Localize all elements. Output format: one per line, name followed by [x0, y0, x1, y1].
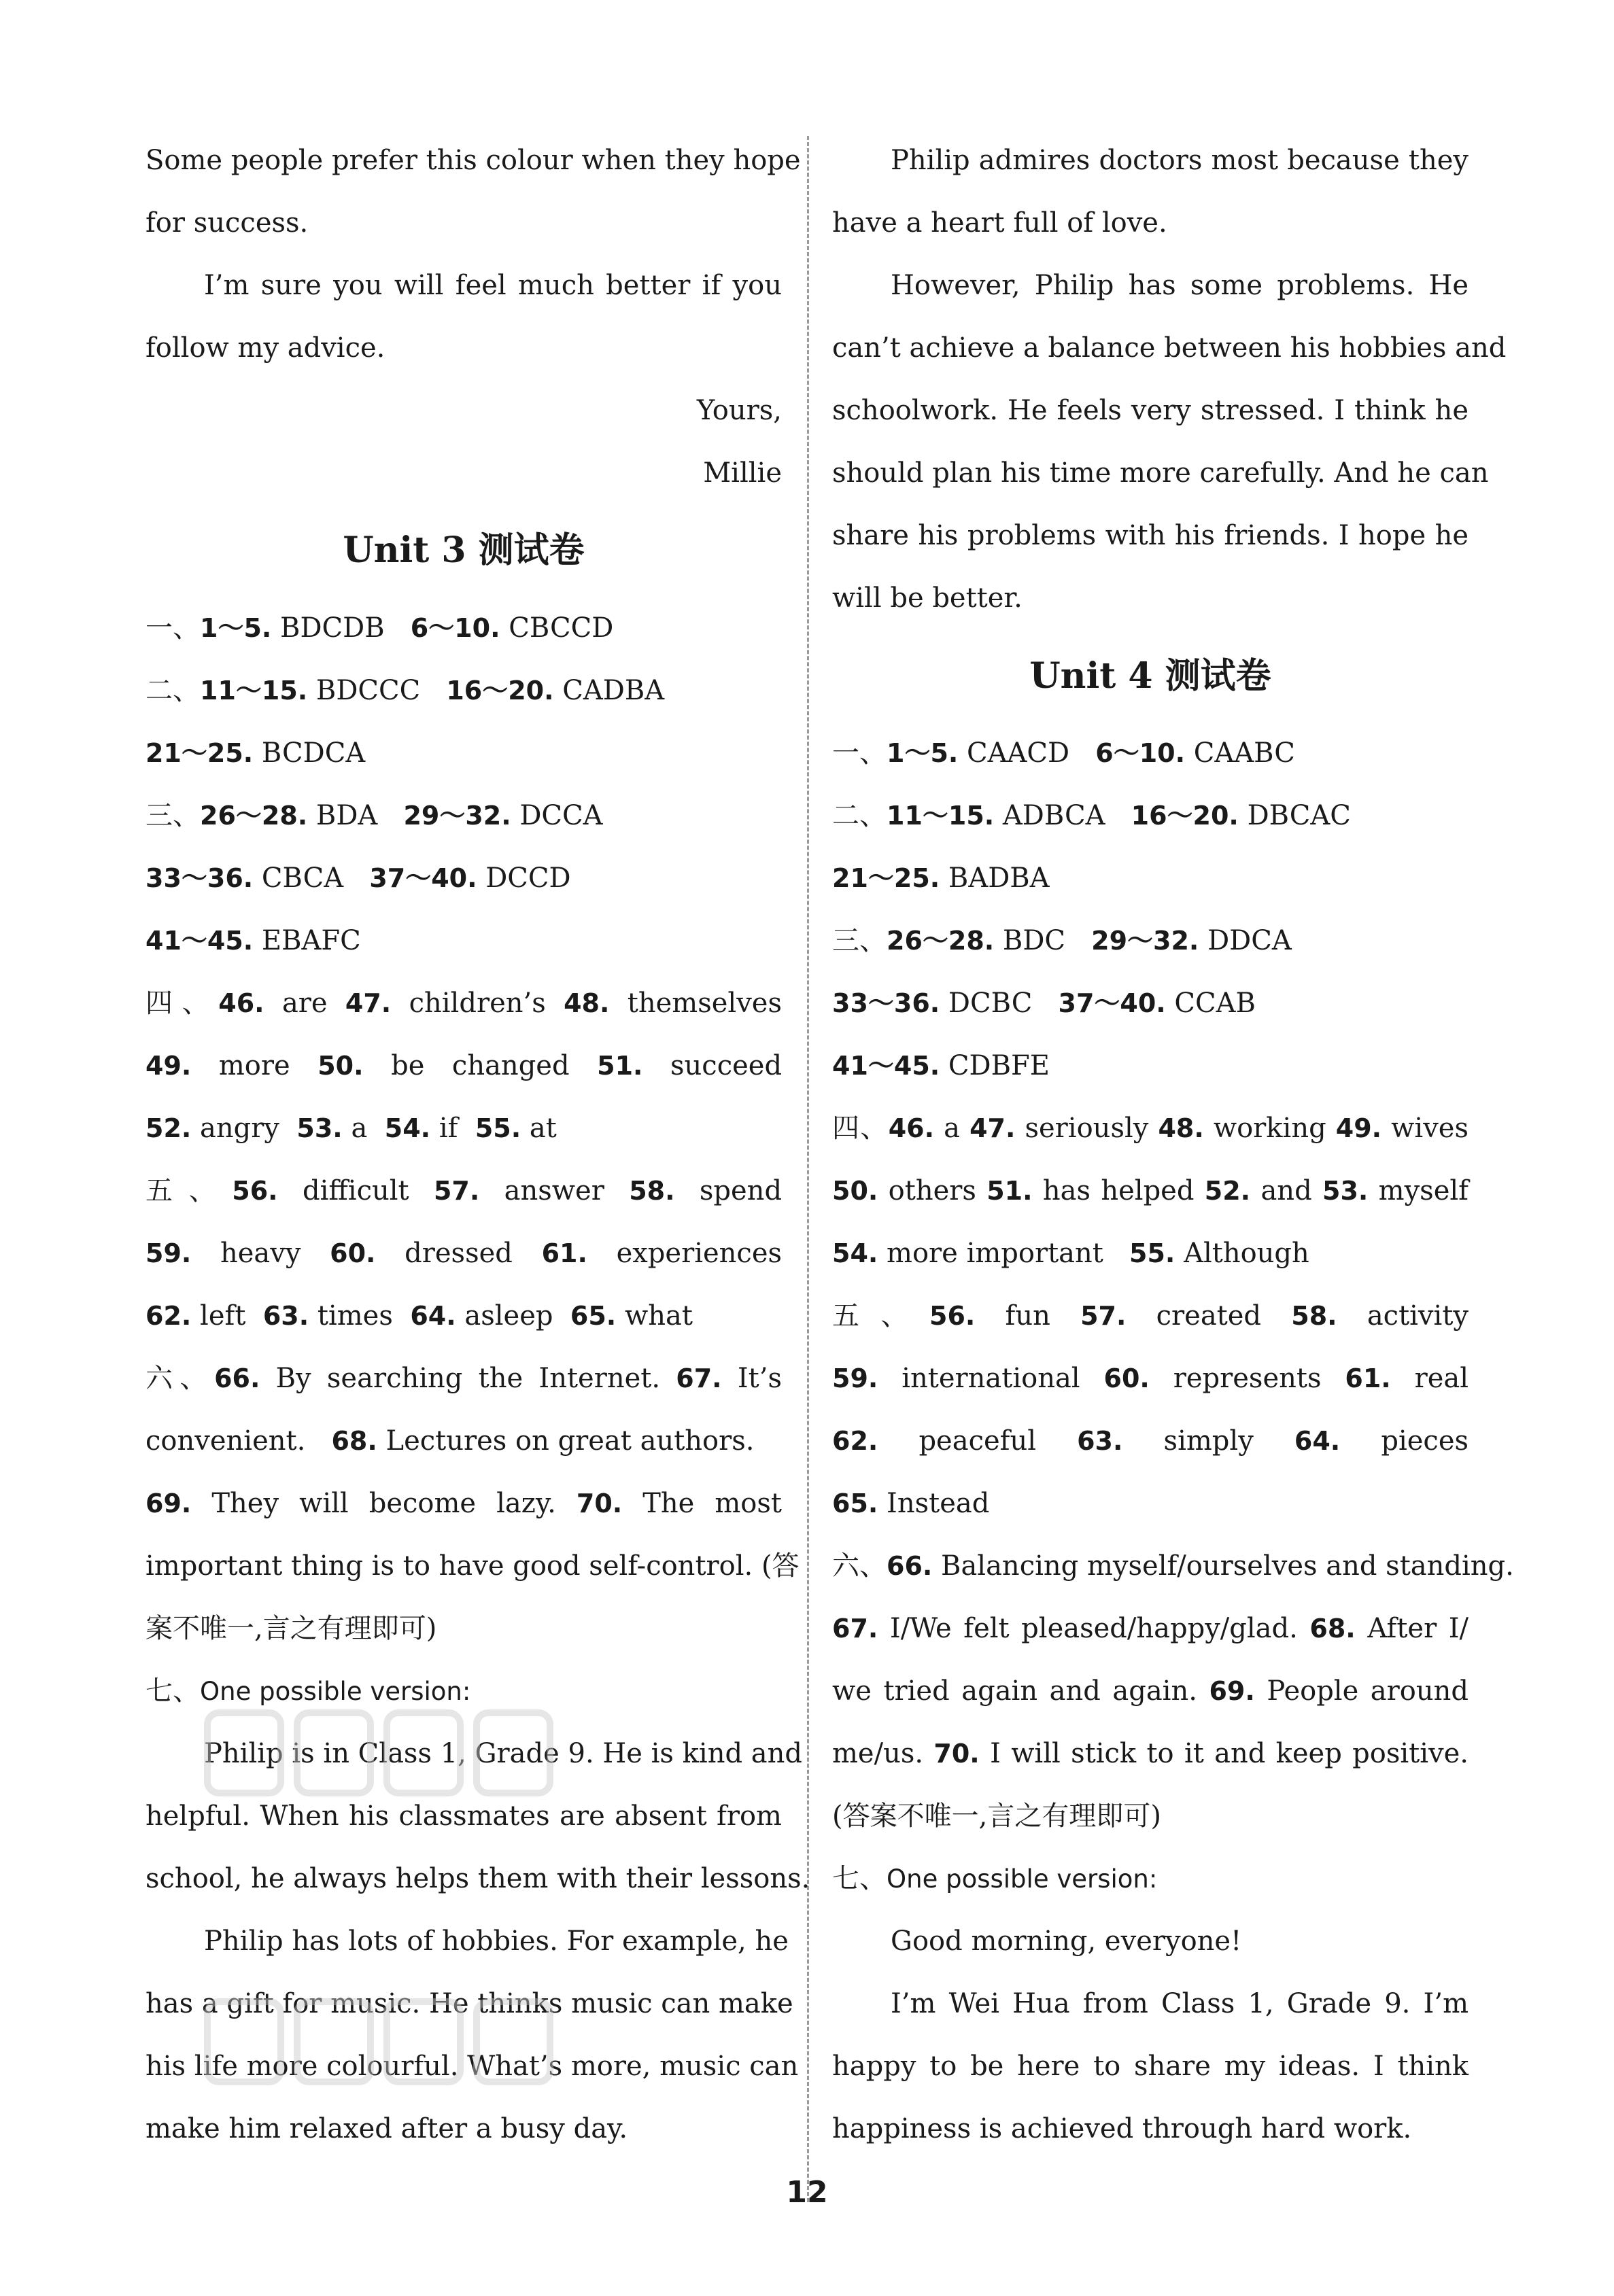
text-line: However, Philip has some problems. He — [891, 270, 1469, 301]
answer-row: 21～25. BCDCA — [145, 737, 366, 769]
text-line: Good morning, everyone! — [891, 1926, 1242, 1957]
answer-row: 62. left 63. times 64. asleep 65. what — [145, 1300, 693, 1332]
letter-signature: Millie — [703, 457, 782, 489]
unit4-title: Unit 4 测试卷 — [1029, 655, 1271, 697]
answer-row: 65. Instead — [832, 1488, 990, 1519]
answer-row: 41～45. EBAFC — [145, 925, 361, 956]
answer-row: 一、1～5. CAACD 6～10. CAABC — [832, 737, 1295, 769]
text-line: schoolwork. He feels very stressed. I think he — [832, 395, 1469, 426]
text-line: helpful. When his classmates are absent from — [145, 1801, 782, 1832]
answer-row: 33～36. CBCA 37～40. DCCD — [145, 863, 571, 894]
text-line: happy to be here to share my ideas. I think — [832, 2051, 1469, 2082]
answer-row: 四、46. a 47. seriously 48. working 49. wives — [832, 1113, 1469, 1144]
page-number: 12 — [786, 2175, 828, 2210]
text-line: 案不唯一,言之有理即可) — [145, 1613, 437, 1644]
letter-closing: Yours, — [696, 395, 782, 426]
text-line: for success. — [145, 207, 309, 239]
answer-row: 三、26～28. BDC 29～32. DDCA — [832, 925, 1292, 956]
text-line: has a gift for music. He thinks music can make — [145, 1988, 793, 2019]
answer-row: 五、56. fun 57. created 58. activity — [832, 1300, 1469, 1332]
answer-row: 21～25. BADBA — [832, 863, 1050, 894]
text-line: follow my advice. — [145, 332, 385, 364]
answer-row: 62. peaceful 63. simply 64. pieces — [832, 1425, 1469, 1457]
answer-row: 54. more important 55. Although — [832, 1238, 1309, 1269]
text-line: school, he always helps them with their lessons. — [145, 1863, 810, 1894]
text-line: Philip has lots of hobbies. For example, he — [204, 1926, 789, 1957]
answer-row: 三、26～28. BDA 29～32. DCCA — [145, 800, 603, 831]
answer-row: 59. heavy 60. dressed 61. experiences — [145, 1238, 783, 1269]
answer-row: 59. international 60. represents 61. real — [832, 1363, 1469, 1394]
answer-row: 50. others 51. has helped 52. and 53. myself — [832, 1175, 1469, 1206]
watermark — [204, 1703, 571, 1805]
text-line: should plan his time more carefully. And he can — [832, 457, 1489, 489]
text-line: Philip is in Class 1, Grade 9. He is kind and — [204, 1738, 802, 1769]
text-line: will be better. — [832, 582, 1023, 614]
section-label: 七、One possible version: — [832, 1863, 1158, 1894]
watermark — [204, 1991, 571, 2093]
answer-row: 二、11～15. BDCCC 16～20. CADBA — [145, 675, 665, 706]
text-line: Philip admires doctors most because they — [891, 145, 1469, 176]
answer-row: 四、46. are 47. children’s 48. themselves — [145, 988, 782, 1019]
text-line: happiness is achieved through hard work. — [832, 2113, 1412, 2144]
answer-row: 52. angry 53. a 54. if 55. at — [145, 1113, 557, 1144]
answer-row: 67. I/We felt pleased/happy/glad. 68. After I/ — [832, 1613, 1469, 1644]
answer-row: 二、11～15. ADBCA 16～20. DBCAC — [832, 800, 1351, 831]
text-line: his life more colourful. What’s more, music can — [145, 2051, 799, 2082]
text-line: have a heart full of love. — [832, 207, 1167, 239]
answer-row: 41～45. CDBFE — [832, 1050, 1050, 1081]
answer-row: 六、66. By searching the Internet. 67. It’s — [145, 1363, 782, 1394]
answer-row: 五、56. difficult 57. answer 58. spend — [145, 1175, 783, 1206]
text-line: Some people prefer this colour when they hope — [145, 145, 801, 176]
text-line: I’m sure you will feel much better if you — [204, 270, 782, 301]
answer-row: 一、1～5. BDCDB 6～10. CBCCD — [145, 612, 614, 644]
answer-row: convenient. 68. Lectures on great authors. — [145, 1425, 755, 1457]
text-line: make him relaxed after a busy day. — [145, 2113, 628, 2144]
answer-row: me/us. 70. I will stick to it and keep positive. — [832, 1738, 1469, 1769]
answer-row: 69. They will become lazy. 70. The most — [145, 1488, 782, 1519]
unit3-title: Unit 3 测试卷 — [343, 529, 585, 571]
answer-row: we tried again and again. 69. People around — [832, 1675, 1469, 1707]
text-line: (答案不唯一,言之有理即可) — [832, 1801, 1161, 1832]
text-line: share his problems with his friends. I hope he — [832, 520, 1469, 551]
answer-row: 六、66. Balancing myself/ourselves and standing. — [832, 1550, 1514, 1582]
answer-row: 49. more 50. be changed 51. succeed — [145, 1050, 783, 1081]
text-line: can’t achieve a balance between his hobbies and — [832, 332, 1507, 364]
answer-row: 33～36. DCBC 37～40. CCAB — [832, 988, 1256, 1019]
section-label: 七、One possible version: — [145, 1675, 471, 1707]
text-line: I’m Wei Hua from Class 1, Grade 9. I’m — [891, 1988, 1469, 2019]
text-line: important thing is to have good self-control. (答 — [145, 1550, 800, 1582]
